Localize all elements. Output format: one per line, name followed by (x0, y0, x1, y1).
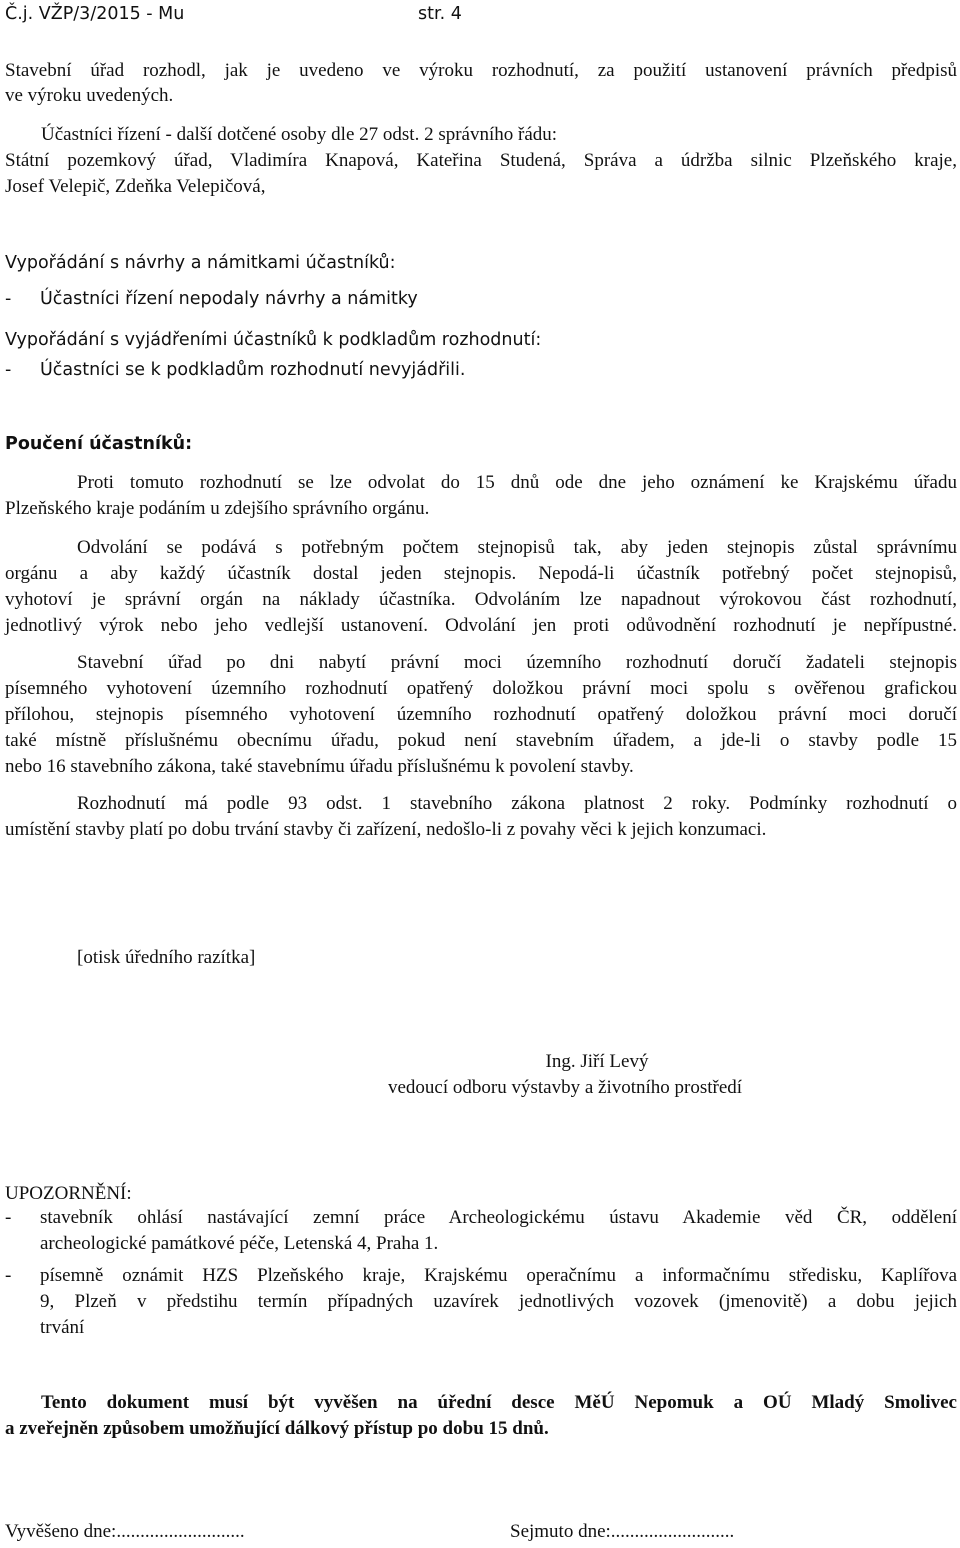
instruction-p4-line-1: Rozhodnutí má podle 93 odst. 1 stavebního zákona platnost 2 roky. Podmínky rozhodnutí o (77, 793, 957, 814)
participants-heading: Účastníci řízení - další dotčené osoby dle 27 odst. 2 správního řádu: (41, 124, 558, 145)
settlement-item-proposals: Účastníci řízení nepodaly návrhy a námitky (40, 289, 418, 309)
instruction-p3-line-1: Stavební úřad po dni nabytí právní moci územního rozhodnutí doručí žadateli stejnopis (77, 652, 957, 673)
signatory-name: Ing. Jiří Levý (545, 1051, 649, 1072)
intro-line-1: Stavební úřad rozhodl, jak je uvedeno ve výroku rozhodnutí, za použití ustanovení právních předpisů (5, 60, 957, 81)
list-dash: - (5, 360, 12, 380)
instruction-p2-line-1: Odvolání se podává s potřebným počtem stejnopisů tak, aby jeden stejnopis zůstal správnímu (77, 537, 957, 558)
instruction-p3-line-2: písemného vyhotovení územního rozhodnutí opatřený doložkou právní moci spolu s ověřenou grafickou (5, 678, 957, 699)
instruction-p4-line-2: umístění stavby platí po dobu trvání stavby či zařízení, nedošlo-li z povahy věci k jejich konzumaci. (5, 819, 767, 840)
warning-bullet-1-line-2: archeologické památkové péče, Letenská 4, Praha 1. (40, 1233, 439, 1254)
instruction-heading: Poučení účastníků: (5, 434, 193, 454)
settlement-item-documents: Účastníci se k podkladům rozhodnutí nevyjádřili. (40, 360, 466, 380)
page-number: str. 4 (418, 4, 462, 24)
instruction-p2-line-3: vyhotoví je správní orgán na náklady účastníka. Odvoláním lze napadnout výrokovou část rozhodnutí, (5, 589, 957, 610)
warning-bullet-2-line-1: písemně oznámit HZS Plzeňského kraje, Krajskému operačnímu a informačnímu středisku, Kaplířova (40, 1265, 957, 1286)
notice-line-1: Tento dokument musí být vyvěšen na úřední desce MěÚ Nepomuk a OÚ Mladý Smolivec (41, 1392, 957, 1413)
settlement-heading-documents: Vypořádání s vyjádřeními účastníků k podkladům rozhodnutí: (5, 330, 542, 350)
list-dash: - (5, 289, 12, 309)
instruction-p1-line-2: Plzeňského kraje podáním u zdejšího správního orgánu. (5, 498, 430, 519)
participants-line-2: Josef Velepič, Zdeňka Velepičová, (5, 176, 266, 197)
removed-date-field: Sejmuto dne:.......................... (510, 1521, 735, 1542)
instruction-p2-line-4: jednotlivý výrok nebo jeho vedlejší ustanovení. Odvolání jen proti odůvodnění rozhodnutí je nepřípustné. (5, 615, 957, 636)
settlement-heading-proposals: Vypořádání s návrhy a námitkami účastníků: (5, 253, 396, 273)
signatory-role: vedoucí odboru výstavby a životního prostředí (388, 1077, 743, 1098)
list-dash: - (5, 1207, 12, 1228)
participants-line-1: Státní pozemkový úřad, Vladimíra Knapová, Kateřina Studená, Správa a údržba silnic Plzeňského kraje, (5, 150, 957, 171)
instruction-p2-line-2: orgánu a aby každý účastník dostal jeden stejnopis. Nepodá-li účastník potřebný počet stejnopisů, (5, 563, 957, 584)
instruction-p1-line-1: Proti tomuto rozhodnutí se lze odvolat do 15 dnů ode dne jeho oznámení ke Krajskému úřadu (77, 472, 957, 493)
instruction-p3-line-3: přílohou, stejnopis písemného vyhotovení územního rozhodnutí opatřený doložkou právní moci doručí (5, 704, 957, 725)
notice-line-2: a zveřejněn způsobem umožňující dálkový přístup po dobu 15 dnů. (5, 1418, 549, 1439)
posted-date-field: Vyvěšeno dne:........................... (5, 1521, 245, 1542)
document-reference: Č.j. VŽP/3/2015 - Mu (5, 4, 185, 24)
warning-bullet-1-line-1: stavebník ohlásí nastávající zemní práce Archeologickému ústavu Akademie věd ČR, oddělení (40, 1207, 957, 1228)
intro-line-2: ve výroku uvedených. (5, 85, 174, 106)
warning-heading: UPOZORNĚNÍ: (5, 1183, 132, 1204)
instruction-p3-line-5: nebo 16 stavebního zákona, také stavebnímu úřadu příslušnému k povolení stavby. (5, 756, 634, 777)
stamp-placeholder: [otisk úředního razítka] (77, 947, 256, 968)
list-dash: - (5, 1265, 12, 1286)
warning-bullet-2-line-3: trvání (40, 1317, 85, 1338)
instruction-p3-line-4: také místně příslušnému obecnímu úřadu, pokud není stavebním úřadem, a jde-li o stavby podle 15 (5, 730, 957, 751)
warning-bullet-2-line-2: 9, Plzeň v předstihu termín případných uzavírek jednotlivých vozovek (jmenovitě) a dobu jejich (40, 1291, 957, 1312)
